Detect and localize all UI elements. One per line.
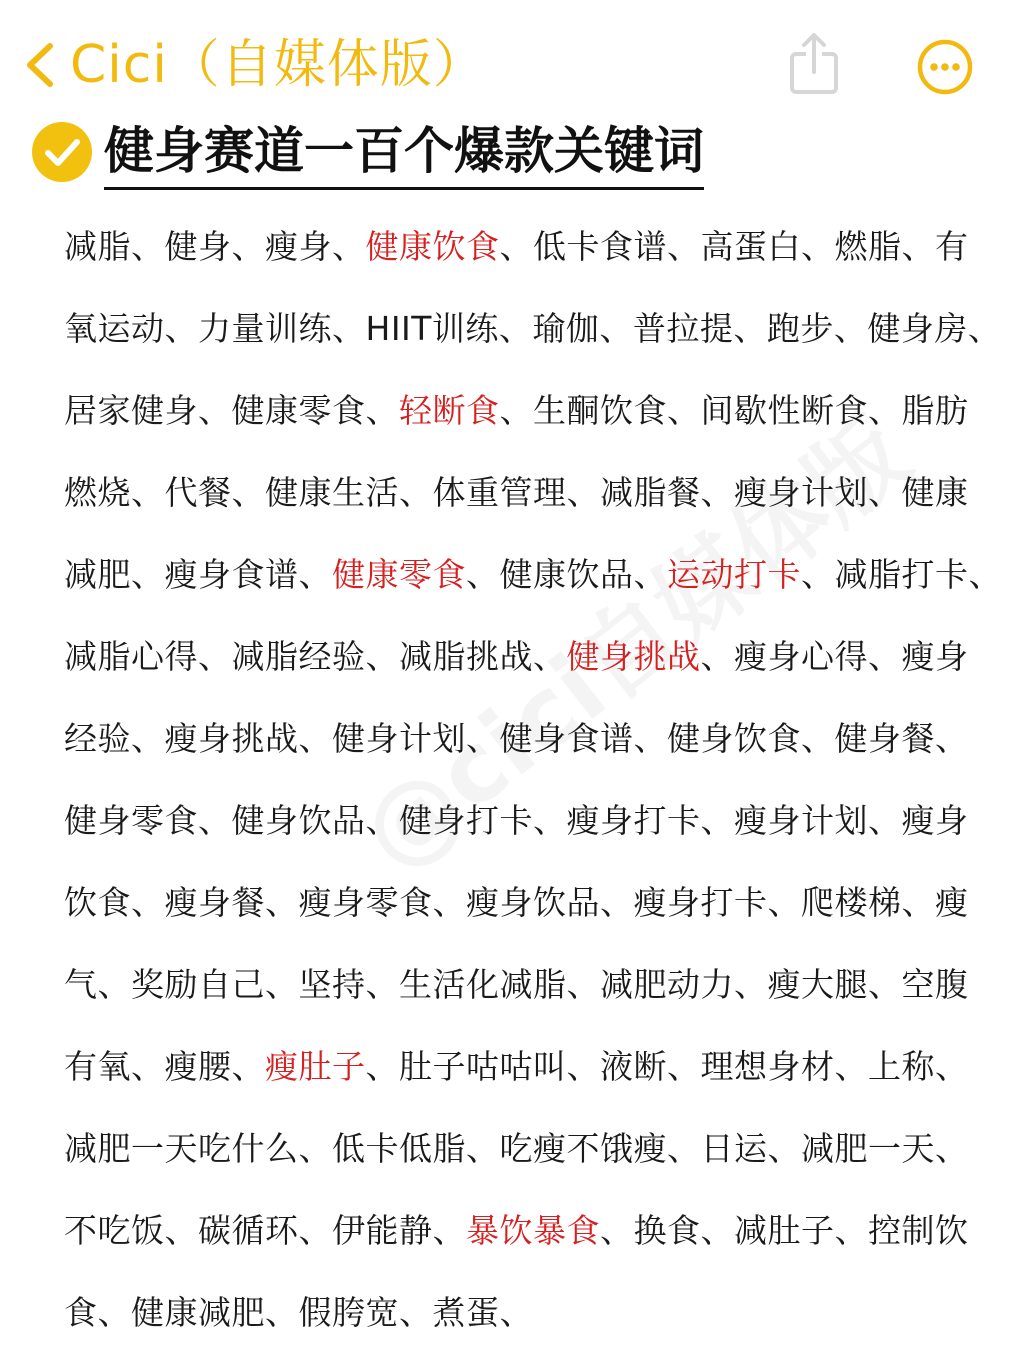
keyword-text: 减肥、瘦身食谱、 xyxy=(64,555,332,594)
keyword-text: 经验、瘦身挑战、健身计划、健身食谱、健身饮食、健身餐、 xyxy=(64,719,969,758)
keyword-text: 氧运动、力量训练、HIIT训练、瑜伽、普拉提、跑步、健身房、 xyxy=(64,309,1002,348)
keyword-line xyxy=(64,1108,1014,1190)
keyword-text: 食、健康减肥、假胯宽、煮蛋、 xyxy=(64,1293,533,1332)
keyword-text: 、肚子咕咕叫、液断、理想身材、上称、 xyxy=(365,1047,969,1086)
keyword-line xyxy=(64,616,1014,698)
keyword-line xyxy=(64,534,1014,616)
back-button[interactable] xyxy=(22,30,486,100)
keyword-line xyxy=(64,862,1014,944)
keyword-text: 、低卡食谱、高蛋白、燃脂、有 xyxy=(499,227,969,266)
keyword-line xyxy=(64,1190,1014,1272)
more-button[interactable] xyxy=(916,38,974,96)
keyword-line xyxy=(64,698,1014,780)
page-title: 健身赛道一百个爆款关键词 xyxy=(104,115,704,190)
keyword-line xyxy=(64,206,1014,288)
keyword-text: 有氧、瘦腰、 xyxy=(64,1047,265,1086)
keyword-text: 、生酮饮食、间歇性断食、脂肪 xyxy=(499,391,969,430)
highlighted-keyword: 健身挑战 xyxy=(566,637,701,676)
highlighted-keyword: 运动打卡 xyxy=(667,555,801,594)
highlighted-keyword: 瘦肚子 xyxy=(265,1047,366,1086)
keyword-line xyxy=(64,1026,1014,1108)
keyword-text: 、瘦身心得、瘦身 xyxy=(700,637,969,676)
keyword-text: 健身零食、健身饮品、健身打卡、瘦身打卡、瘦身计划、瘦身 xyxy=(64,801,969,840)
share-icon xyxy=(786,81,842,100)
keyword-line xyxy=(64,780,1014,862)
keyword-text: 减脂心得、减脂经验、减脂挑战、 xyxy=(64,637,567,676)
keyword-list xyxy=(64,206,1014,1354)
keyword-text: 饮食、瘦身餐、瘦身零食、瘦身饮品、瘦身打卡、爬楼梯、瘦 xyxy=(64,883,969,922)
top-bar xyxy=(0,0,1024,120)
highlighted-keyword: 轻断食 xyxy=(399,391,500,430)
highlighted-keyword: 健康零食 xyxy=(332,555,466,594)
chevron-left-icon xyxy=(22,40,56,90)
keyword-text: 不吃饭、碳循环、伊能静、 xyxy=(64,1211,466,1250)
keyword-line xyxy=(64,1272,1014,1354)
keyword-line xyxy=(64,944,1014,1026)
back-title: Cici（自媒体版） xyxy=(70,35,486,95)
share-button[interactable] xyxy=(786,30,842,96)
keyword-text: 气、奖励自己、坚持、生活化减脂、减肥动力、瘦大腿、空腹 xyxy=(64,965,969,1004)
keyword-line xyxy=(64,288,1014,370)
keyword-text: 居家健身、健康零食、 xyxy=(64,391,399,430)
more-icon xyxy=(916,81,974,100)
keyword-line xyxy=(64,370,1014,452)
highlighted-keyword: 健康饮食 xyxy=(365,227,500,266)
keyword-line xyxy=(64,452,1014,534)
keyword-text: 减脂、健身、瘦身、 xyxy=(64,227,366,266)
keyword-text: 燃烧、代餐、健康生活、体重管理、减脂餐、瘦身计划、健康 xyxy=(64,473,969,512)
keyword-text: 减肥一天吃什么、低卡低脂、吃瘦不饿瘦、日运、减肥一天、 xyxy=(64,1129,969,1168)
highlighted-keyword: 暴饮暴食 xyxy=(466,1211,600,1250)
check-circle-icon xyxy=(30,120,94,184)
keyword-text: 、换食、减肚子、控制饮 xyxy=(600,1211,969,1250)
keyword-text: 、健康饮品、 xyxy=(466,555,667,594)
keyword-text: 、减脂打卡、 xyxy=(801,555,1002,594)
page-heading xyxy=(30,112,704,192)
